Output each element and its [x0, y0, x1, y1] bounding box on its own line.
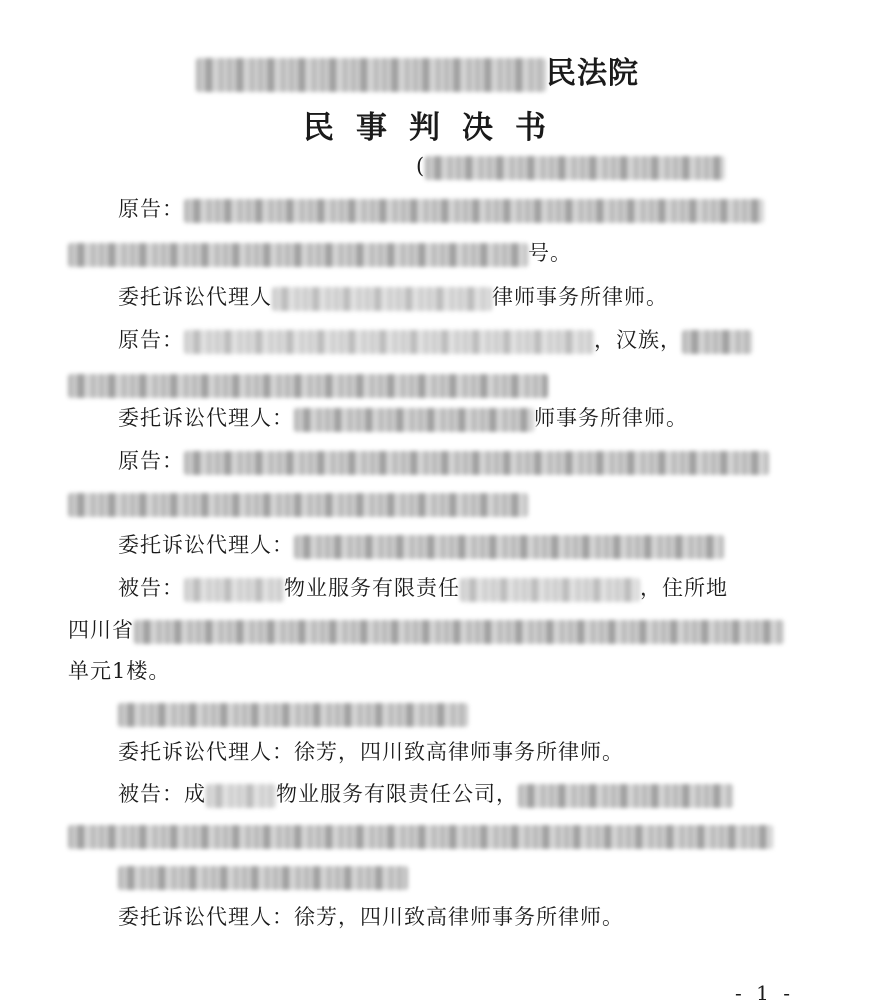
document-title: 民事判决书 — [303, 110, 568, 146]
plaintiff-2-agent — [118, 403, 688, 433]
redacted-defendant-2-representative — [118, 866, 408, 890]
plaintiff-3-agent — [118, 530, 724, 560]
redacted-defendant-1-prefix — [184, 578, 284, 602]
defendant-label: 被告： — [118, 576, 184, 600]
defendant-2-line-2 — [68, 820, 773, 850]
agent-label: 委托诉讼代理人 — [118, 285, 272, 309]
court-name — [196, 48, 639, 92]
defendant-label: 被告： — [118, 782, 184, 806]
agent-label: 委托诉讼代理人： — [118, 406, 294, 430]
defendant-1-address-end: 单元1楼。 — [68, 659, 171, 683]
defendant-1-address-label: ，住所地 — [640, 576, 728, 600]
case-number-open-paren: ( — [416, 154, 426, 178]
plaintiff-3-line-2 — [68, 488, 528, 518]
defendant-2-prefix: 成 — [184, 782, 206, 806]
plaintiff-label: 原告： — [118, 197, 184, 221]
redacted-agent-1-name — [272, 287, 492, 311]
redacted-plaintiff-2-info — [184, 330, 594, 354]
redacted-defendant-1-suffix — [460, 578, 640, 602]
law-firm-suffix: 师事务所律师。 — [534, 406, 688, 430]
redacted-defendant-2-name — [206, 784, 276, 808]
plaintiff-1-agent — [118, 282, 668, 312]
law-firm-suffix: 律师事务所律师。 — [492, 285, 668, 309]
plaintiff-1-line-2 — [68, 238, 572, 268]
plaintiff-2-ethnicity: ，汉族， — [594, 328, 682, 352]
defendant-1-agent: 委托诉讼代理人：徐芳，四川致高律师事务所律师。 — [118, 740, 624, 764]
court-name-suffix: 民法院 — [546, 56, 639, 91]
plaintiff-label: 原告： — [118, 328, 184, 352]
defendant-1-line-1 — [118, 573, 728, 603]
plaintiff-2-line-1 — [118, 325, 752, 355]
plaintiff-2-line-2 — [68, 369, 548, 399]
defendant-1-representative — [118, 698, 468, 728]
redacted-plaintiff-1-address — [68, 243, 528, 267]
redacted-plaintiff-2-address — [68, 374, 548, 398]
redacted-defendant-1-representative — [118, 703, 468, 727]
defendant-2-company: 物业服务有限责任公司， — [276, 782, 518, 806]
redacted-plaintiff-3-address — [68, 493, 528, 517]
plaintiff-1-line-1 — [118, 194, 764, 224]
defendant-2-line-1 — [118, 779, 733, 809]
agent-label: 委托诉讼代理人： — [118, 533, 294, 557]
redacted-plaintiff-2-birthplace — [682, 330, 752, 354]
redacted-case-number — [425, 156, 725, 180]
redacted-plaintiff-3-info — [184, 451, 769, 475]
defendant-2-agent: 委托诉讼代理人：徐芳，四川致高律师事务所律师。 — [118, 905, 624, 929]
redacted-defendant-2-address-start — [518, 784, 733, 808]
plaintiff-1-address-tail: 号。 — [528, 241, 572, 265]
plaintiff-3-line-1 — [118, 446, 769, 476]
redacted-defendant-1-address — [134, 620, 784, 644]
defendant-1-line-2 — [68, 615, 784, 645]
defendant-1-company: 物业服务有限责任 — [284, 576, 460, 600]
redacted-court-prefix — [196, 58, 546, 92]
redacted-defendant-2-address — [68, 825, 773, 849]
page-number: - 1 - — [735, 981, 794, 1005]
redacted-agent-2-name — [294, 408, 534, 432]
redacted-agent-3-info — [294, 535, 724, 559]
defendant-2-representative — [118, 861, 408, 891]
redacted-plaintiff-1-info — [184, 199, 764, 223]
defendant-1-line-3 — [68, 656, 170, 686]
defendant-1-address-start: 四川省 — [68, 618, 134, 642]
plaintiff-label: 原告： — [118, 449, 184, 473]
case-number — [416, 151, 725, 181]
